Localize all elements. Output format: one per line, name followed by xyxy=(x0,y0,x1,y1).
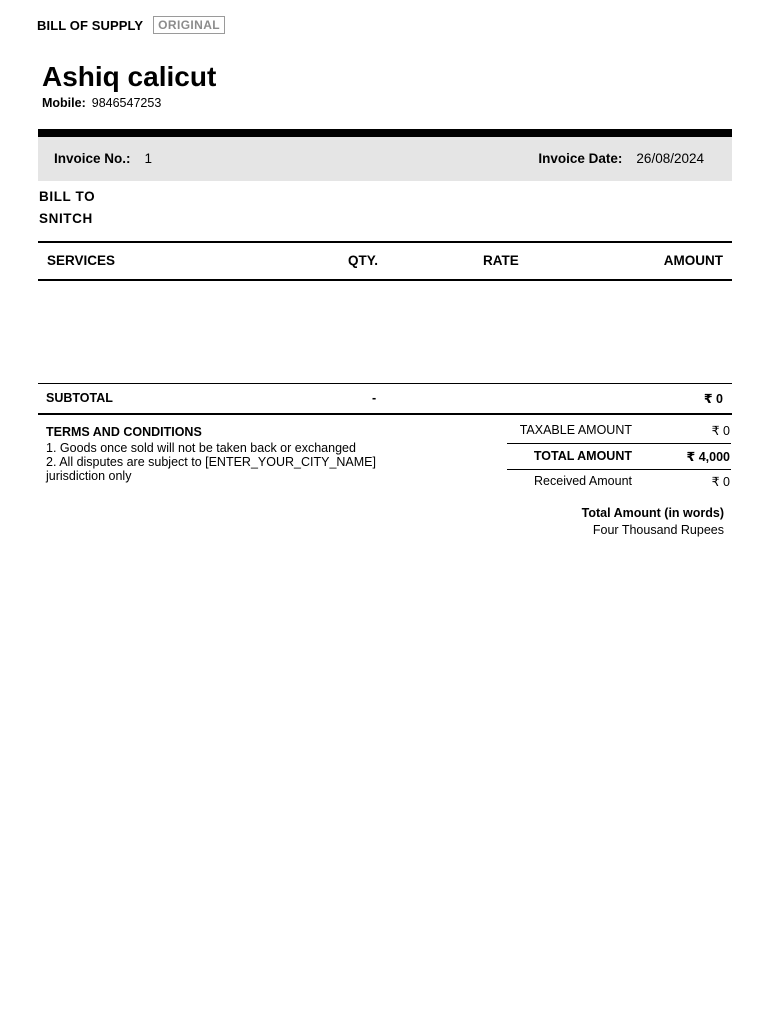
column-amount: AMOUNT xyxy=(663,253,723,268)
received-amount-label: Received Amount xyxy=(534,474,632,488)
subtotal-row xyxy=(38,383,732,415)
invoice-date-value: 26/08/2024 xyxy=(636,151,704,166)
terms-and-conditions xyxy=(46,425,386,483)
subtotal-amount: ₹ 0 xyxy=(703,392,723,406)
business-info xyxy=(42,60,216,110)
business-name: Ashiq calicut xyxy=(42,61,217,92)
received-amount-value: ₹ 0 xyxy=(711,475,730,489)
amount-in-words-value: Four Thousand Rupees xyxy=(592,523,724,537)
total-amount-row xyxy=(507,443,731,470)
invoice-number-label: Invoice No.: xyxy=(54,151,131,166)
amount-in-words xyxy=(582,505,724,539)
mobile-number: 9846547253 xyxy=(91,96,162,110)
total-amount-label: TOTAL AMOUNT xyxy=(533,449,632,463)
column-services: SERVICES xyxy=(47,253,116,268)
document-type: BILL OF SUPPLY xyxy=(37,17,144,33)
amount-in-words-label: Total Amount (in words) xyxy=(581,506,724,520)
column-qty: QTY. xyxy=(348,253,379,268)
items-table-header xyxy=(38,241,732,281)
totals-summary xyxy=(507,419,731,494)
received-amount-row xyxy=(507,470,731,494)
bill-to-label: BILL TO xyxy=(39,189,96,204)
bill-to-name: SNITCH xyxy=(39,211,93,226)
taxable-amount-value: ₹ 0 xyxy=(711,424,730,438)
original-badge: ORIGINAL xyxy=(153,16,225,34)
taxable-amount-label: TAXABLE AMOUNT xyxy=(519,423,632,437)
taxable-amount-row xyxy=(507,419,731,443)
terms-title: TERMS AND CONDITIONS xyxy=(46,425,202,439)
invoice-date xyxy=(538,151,704,166)
terms-line: 1. Goods once sold will not be taken back or exchanged xyxy=(46,441,356,455)
terms-line: 2. All disputes are subject to [ENTER_YOUR_CITY_NAME] jurisdiction only xyxy=(46,455,376,483)
column-rate: RATE xyxy=(483,253,519,268)
subtotal-qty: - xyxy=(372,391,377,405)
bill-to-section xyxy=(39,186,95,230)
business-mobile xyxy=(42,96,216,110)
invoice-date-label: Invoice Date: xyxy=(538,151,623,166)
mobile-label: Mobile: xyxy=(42,96,86,110)
invoice-number-value: 1 xyxy=(144,151,153,166)
invoice-meta-band xyxy=(38,137,732,181)
invoice-number xyxy=(54,151,152,166)
total-amount-value: ₹ 4,000 xyxy=(686,450,730,464)
header-divider xyxy=(38,129,732,137)
document-header xyxy=(37,16,225,34)
subtotal-label: SUBTOTAL xyxy=(46,391,113,405)
